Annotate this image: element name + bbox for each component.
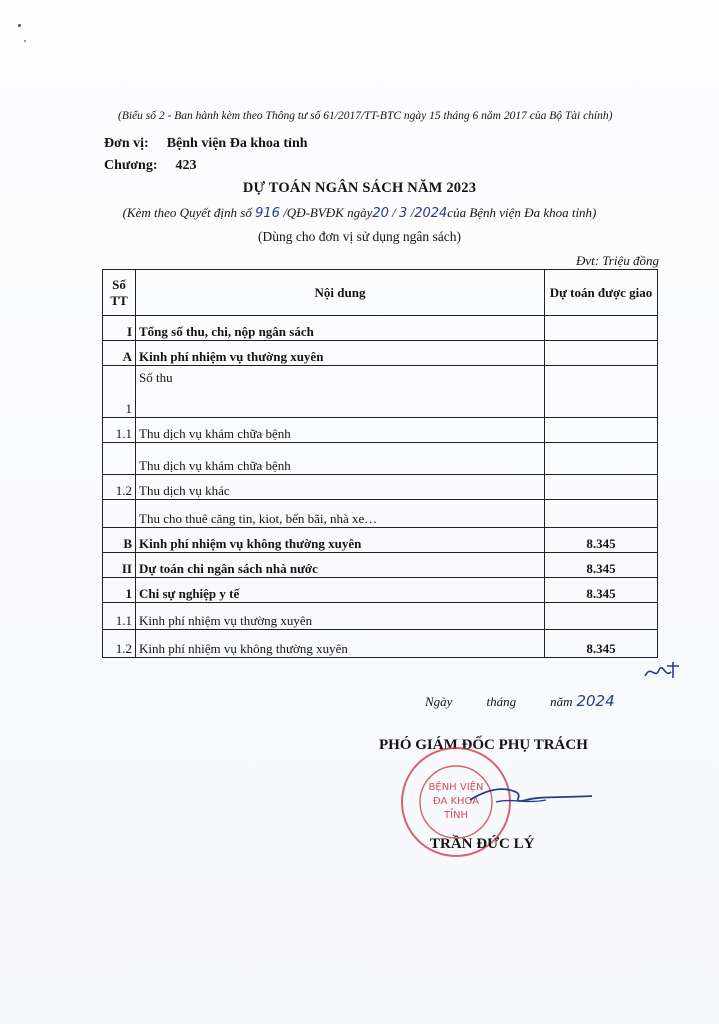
table-row <box>103 366 658 418</box>
row-content: Thu dịch vụ khám chữa bệnh <box>136 418 545 443</box>
date-month-label: tháng <box>486 694 517 709</box>
row-stt: B <box>103 528 136 553</box>
row-stt: 1.1 <box>103 418 136 443</box>
row-amount <box>545 500 658 528</box>
row-amount: 8.345 <box>545 630 658 658</box>
unit-value: Bệnh viện Đa khoa tỉnh <box>166 136 308 151</box>
header-content: Nội dung <box>136 270 545 316</box>
form-note: (Biểu số 2 - Ban hành kèm theo Thông tư số 61/2017/TT-BTC ngày 15 tháng 6 năm 2017 của Bộ Tài chính) <box>118 110 613 122</box>
budget-table <box>102 269 658 658</box>
row-stt: 1 <box>103 578 136 603</box>
chapter-label: Chương: <box>104 158 158 173</box>
subtitle-mid: /QĐ-BVĐK ngày <box>279 205 373 220</box>
row-content: Chi sự nghiệp y tế <box>136 578 545 603</box>
subtitle-sep2: / <box>407 205 415 220</box>
table-row <box>103 341 658 366</box>
row-amount <box>545 475 658 500</box>
document-subtitle <box>0 205 719 221</box>
scan-speck <box>24 40 26 42</box>
table-row <box>103 630 658 658</box>
row-stt: II <box>103 553 136 578</box>
header-stt: Số TT <box>103 270 136 316</box>
decision-day: 20 <box>372 206 389 221</box>
row-stt <box>103 500 136 528</box>
row-amount <box>545 603 658 630</box>
row-amount <box>545 443 658 475</box>
row-amount: 8.345 <box>545 553 658 578</box>
table-row <box>103 316 658 341</box>
row-content: Số thu <box>136 366 545 418</box>
table-row <box>103 418 658 443</box>
decision-year: 2024 <box>414 206 448 221</box>
row-stt: 1 <box>103 366 136 418</box>
row-stt <box>103 443 136 475</box>
unit-line <box>104 136 308 152</box>
scan-speck <box>18 24 21 27</box>
table-row <box>103 578 658 603</box>
subtitle-sep1: / <box>388 205 400 220</box>
row-stt: 1.1 <box>103 603 136 630</box>
subtitle-suffix: của Bệnh viện Đa khoa tỉnh) <box>447 205 597 220</box>
table-row <box>103 528 658 553</box>
chapter-line <box>104 158 197 174</box>
budget-table-body <box>103 316 658 658</box>
row-stt: A <box>103 341 136 366</box>
svg-text:TỈNH: TỈNH <box>443 810 469 821</box>
date-year-label: năm <box>550 694 573 709</box>
row-amount <box>545 341 658 366</box>
handwritten-initial-mark <box>643 658 683 684</box>
header-amount: Dự toán được giao <box>545 270 658 316</box>
row-amount <box>545 366 658 418</box>
row-stt: 1.2 <box>103 475 136 500</box>
subtitle-prefix: (Kèm theo Quyết định số <box>122 205 256 220</box>
row-content: Kinh phí nhiệm vụ không thường xuyên <box>136 630 545 658</box>
decision-month: 3 <box>399 206 408 221</box>
date-day-label: Ngày <box>425 694 453 709</box>
row-content: Kinh phí nhiệm vụ không thường xuyên <box>136 528 545 553</box>
svg-text:BỆNH VIỆN: BỆNH VIỆN <box>428 782 484 793</box>
table-row <box>103 603 658 630</box>
signer-title: PHÓ GIÁM ĐỐC PHỤ TRÁCH <box>379 737 588 753</box>
row-content: Thu cho thuê căng tin, kiot, bến bãi, nhà xe… <box>136 500 545 528</box>
row-content: Dự toán chi ngân sách nhà nước <box>136 553 545 578</box>
row-amount <box>545 418 658 443</box>
date-year: 2024 <box>576 692 615 710</box>
decision-number: 916 <box>255 206 280 221</box>
row-amount: 8.345 <box>545 578 658 603</box>
unit-label: Đơn vị: <box>104 136 149 151</box>
row-stt: I <box>103 316 136 341</box>
row-content: Kinh phí nhiệm vụ thường xuyên <box>136 603 545 630</box>
table-header-row <box>103 270 658 316</box>
signer-name: TRẦN ĐỨC LÝ <box>430 836 535 852</box>
table-row <box>103 553 658 578</box>
chapter-value: 423 <box>175 158 197 173</box>
row-amount: 8.345 <box>545 528 658 553</box>
row-stt: 1.2 <box>103 630 136 658</box>
table-row <box>103 475 658 500</box>
date-line <box>425 692 649 710</box>
row-content: Thu dịch vụ khác <box>136 475 545 500</box>
row-content: Thu dịch vụ khám chữa bệnh <box>136 443 545 475</box>
table-row <box>103 500 658 528</box>
row-amount <box>545 316 658 341</box>
usage-note: (Dùng cho đơn vị sử dụng ngân sách) <box>257 229 462 244</box>
currency-note: Đvt: Triệu đồng <box>575 253 659 268</box>
signature-mark <box>466 778 596 818</box>
table-row <box>103 443 658 475</box>
document-title: DỰ TOÁN NGÂN SÁCH NĂM 2023 <box>242 180 477 196</box>
row-content: Tổng số thu, chi, nộp ngân sách <box>136 316 545 341</box>
svg-text:ĐA KHOA: ĐA KHOA <box>432 796 480 807</box>
row-content: Kinh phí nhiệm vụ thường xuyên <box>136 341 545 366</box>
